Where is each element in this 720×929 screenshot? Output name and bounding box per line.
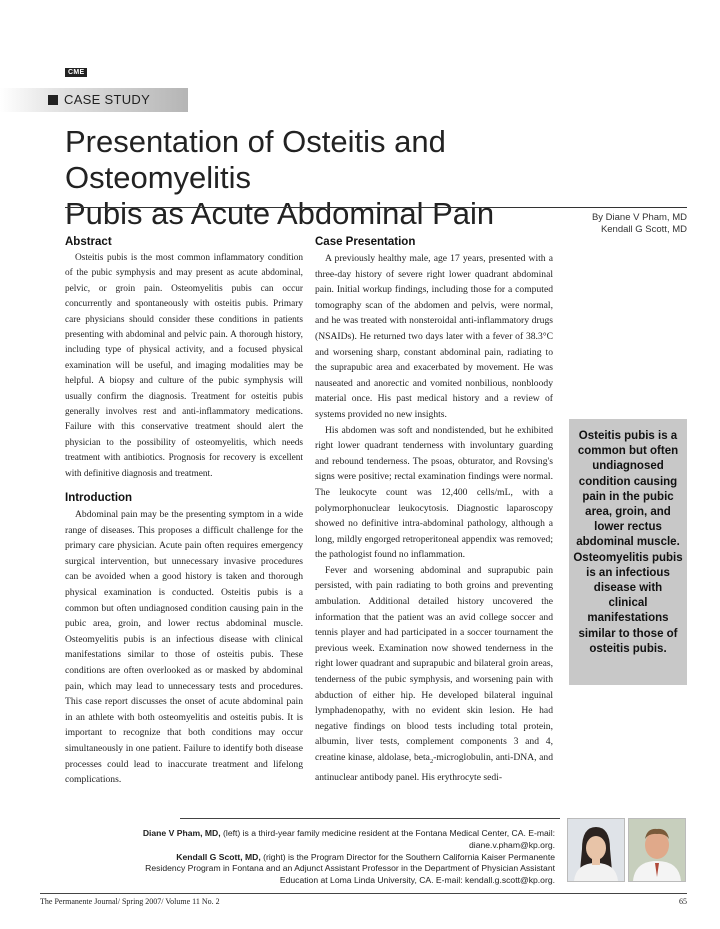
bio-scott-text: (right) is the Program Director for the Southern California Kaiser Permanente Residency Program in Fontana and an Adjunct Assistant Professor in the Department of Physician Assistant Education at Loma Linda University, CA. E-mail: kendall.g.scott@kp.org. (145, 851, 555, 886)
portrait-icon (568, 819, 624, 881)
abstract-heading: Abstract (65, 236, 112, 248)
bio-scott-name: Kendall G Scott, MD, (176, 851, 261, 862)
page-number: 65 (679, 897, 687, 906)
case-paragraph-3-part-b: -microglobulin, anti-DNA, and antinuclear antibody panel. His erythrocyte sedi- (315, 752, 553, 783)
left-column (65, 236, 303, 788)
pull-quote-text: Osteitis pubis is a common but often undiagnosed condition causing pain in the pubic area, groin, and lower rectus abdominal muscle. Osteomyelitis pubis is an infectious disease with clinical manifestations similar to those of osteitis pubis. (573, 430, 683, 655)
bio-pham-name: Diane V Pham, MD, (142, 828, 221, 838)
footer-divider (40, 893, 687, 894)
case-paragraph-2: His abdomen was soft and nondistended, but he exhibited right lower quadrant tenderness with involuntary guarding and rebound tenderness. The psoas, obturator, and Rovsing's signs were positive; rectal examination findings were normal. The leukocyte count was 12,400 cells/mL, with a polymorphonuclear leukocytosis. Diagnostic laparoscopy showed no definitive intra-abdominal pathology, although a long, mildly engorged retroperitoneal appendix was removed; the pathologist found no inflammation. (315, 424, 553, 561)
byline-author-2: Kendall G Scott, MD (600, 224, 687, 235)
section-label: CASE STUDY (64, 92, 151, 107)
cme-badge: CME (65, 68, 87, 77)
case-paragraph-3 (315, 563, 553, 785)
bio-pham-text: (left) is a third-year family medicine resident at the Fontana Medical Center, CA. E-mail: diane.v.pham@kp.org. (220, 828, 555, 850)
introduction-heading: Introduction (65, 492, 133, 505)
footer-journal: The Permanente Journal/ Spring 2007/ Volume 11 No. 2 (40, 897, 220, 906)
bio-divider (180, 818, 560, 819)
author-bio (140, 828, 555, 887)
title-line-1: Presentation of Osteitis and Osteomyelitis (65, 124, 446, 195)
section-banner (0, 88, 188, 112)
byline (480, 212, 687, 236)
middle-column (315, 236, 553, 785)
byline-author-1: By Diane V Pham, MD (591, 212, 687, 223)
case-presentation-heading: Case Presentation (315, 236, 416, 248)
beta-subscript: 2 (429, 757, 434, 765)
author-photo-scott (628, 818, 686, 882)
pull-quote (569, 419, 687, 685)
square-bullet-icon (48, 95, 58, 105)
portrait-icon (629, 819, 685, 881)
author-photo-pham (567, 818, 625, 882)
introduction-text: Abdominal pain may be the presenting symptom in a wide range of diseases. This proposes a difficult challenge for the primary care physician. Acute pain often requires emergency surgical intervention, but unnecessary invasive procedures can be avoided when a good history is taken and thorough physical examination is conducted. Osteitis pubis is a common but often undiagnosed condition causing pain in the pubic area, groin, and lower rectus abdominal muscle. Osteomyelitis pubis is an infectious disease with clinical manifestations similar to those of osteitis pubis. These conditions are often overlooked as or masked by abdominal pain, which may lead to unnecessary tests and procedures. This case report discusses the onset of acute abdominal pain in an athlete with both osteomyelitis and osteitis pubis. It is important to recognize that both conditions may occur simultaneously in one patient. Failure to identify both disease processes could lead to inaccurate treatment and lifelong complications. (65, 509, 303, 786)
title-divider (65, 207, 687, 208)
title-line-2: Pubis as Acute Abdominal Pain (65, 196, 495, 231)
case-paragraph-1: A previously healthy male, age 17 years, presented with a three-day history of severe right lower quadrant abdominal pain. Initial workup findings, including those for a computed tomography scan of the abdomen and pelvis, were normal, and he was treated with nonsteroidal anti-inflammatory drugs (NSAIDs). He returned two days later with a fever of 38.3°C and worsening sharp, constant abdominal pain, radiating to the suprapubic area and exacerbated by movement. He was nauseated and anorectic and vomited nonbilious, nonbloody material once. His past medical history and a review of systems provided no new insights. (315, 253, 553, 420)
abstract-text: Osteitis pubis is the most common inflammatory condition of the pubic symphysis and may present as acute abdominal, pelvic, or groin pain. Osteomyelitis pubis can occur concurrently and spontaneously with osteitis pubis. Primary care physicians should consider these conditions in patients presenting with abdominal and pelvic pain. A thorough history, including type of physical activity, and a focused physical examination will be useful, and imaging modalities may be helpful. A biopsy and culture of the pubic symphysis will usually confirm the diagnosis. Treatment for osteitis pubis generally involves rest and anti-inflammatory medications. Failure with this conservative treatment should alert the physician to the possibility of osteomyelitis, which needs treatment with antibiotics. Prognosis for recovery is excellent with definitive diagnosis and treatment. (65, 253, 303, 479)
case-paragraph-3-part-a: Fever and worsening abdominal and suprapubic pain persisted, with pain radiating to both groins and preventing ambulation. Additional detailed history uncovered the information that the patient was an avid college soccer and tennis player and had participated in a soccer tournament the previous week. Examination now showed tenderness in the right lower quadrant and suprapubic and bilateral groin areas, tenderness of the pubic symphysis, and worsening pain with abduction of either hip. He developed bilateral inguinal lymphadenopathy, with no evident skin lesion. He had negative findings on blood tests including total protein, albumin, liver tests, complement components 3 and 4, creatine kinase, aldolase, beta (315, 564, 553, 763)
